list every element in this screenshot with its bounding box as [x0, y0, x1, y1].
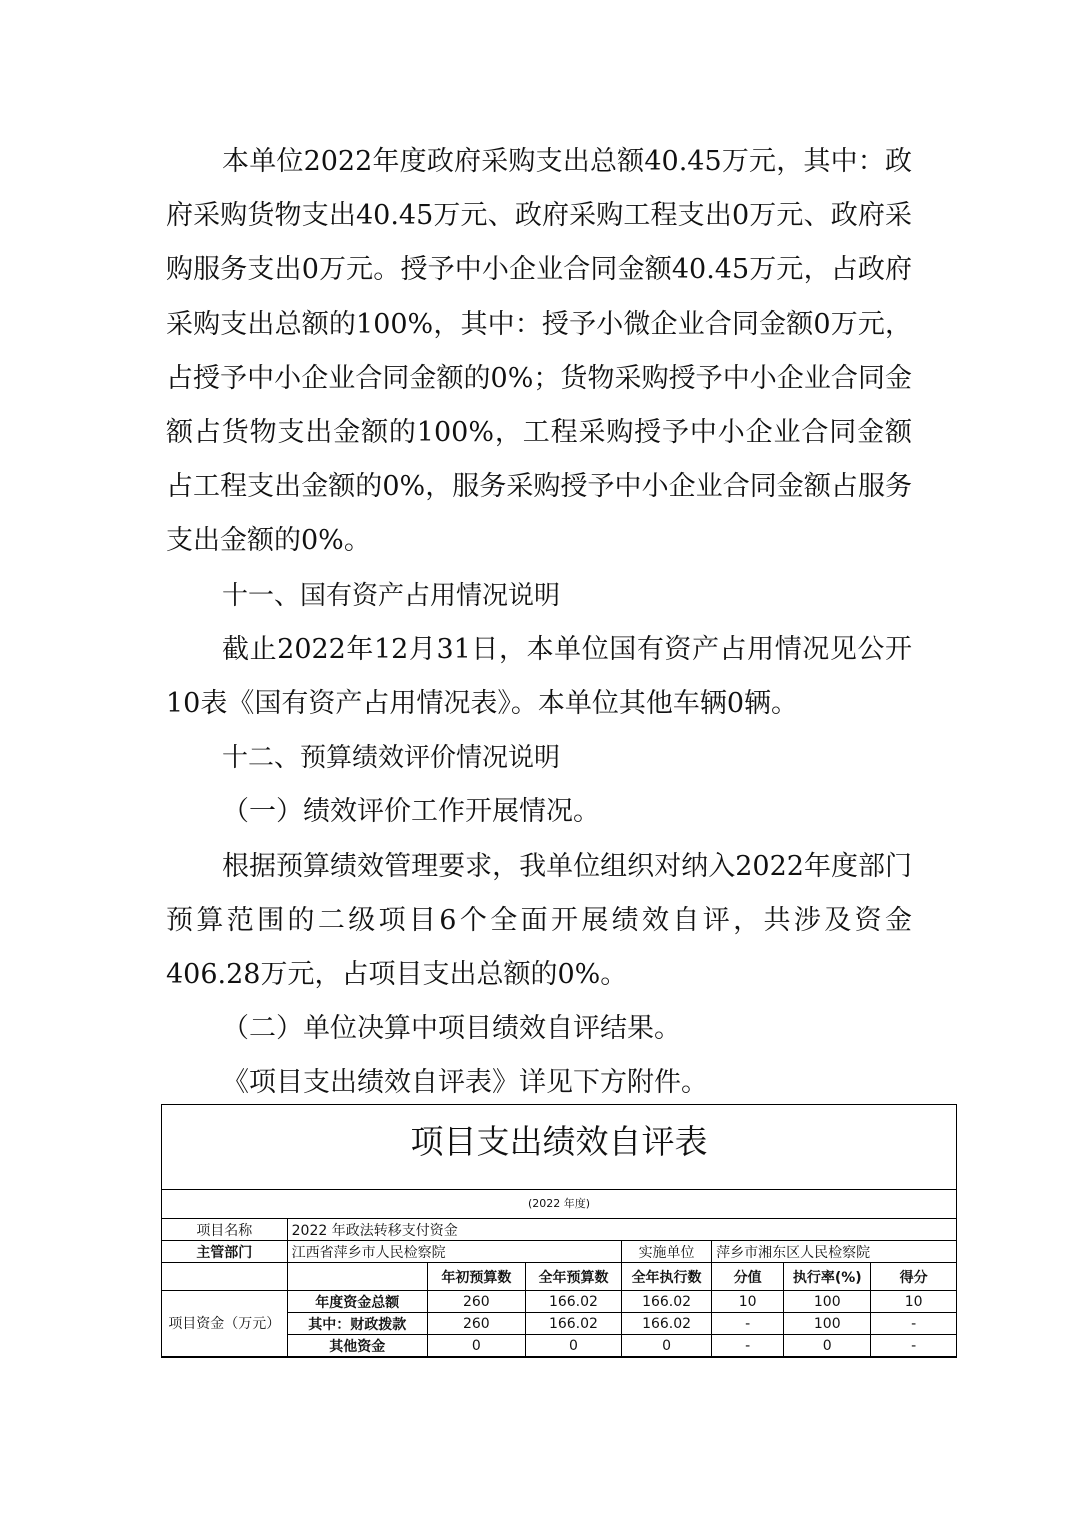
cell: 260 [427, 1313, 525, 1335]
form-table [162, 1219, 956, 1357]
project-name-label: 项目名称 [162, 1219, 287, 1241]
header-blank [287, 1263, 427, 1291]
cell: 0 [525, 1335, 621, 1357]
impl-label: 实施单位 [622, 1241, 712, 1263]
subsection-2-heading: （二）单位决算中项目绩效自评结果。 [222, 1013, 681, 1045]
cell: 166.02 [525, 1291, 621, 1313]
section-12-heading: 十二、预算绩效评价情况说明 [222, 743, 561, 774]
subsection-1-paragraph: 根据预算绩效管理要求，我单位组织对纳入2022年度部门预算范围的二级项目6个全面开展绩效自评，共涉及资金406.28万元，占项目支出总额的0%。 [166, 850, 912, 991]
row-label: 其他资金 [287, 1335, 427, 1357]
cell: 0 [427, 1335, 525, 1357]
header-annual-budget: 全年预算数 [525, 1263, 621, 1291]
cell: 10 [871, 1291, 956, 1313]
subsection-2-paragraph: 《项目支出绩效自评表》详见下方附件。 [222, 1067, 708, 1099]
project-name-row [162, 1219, 956, 1241]
dept-label: 主管部门 [162, 1241, 287, 1263]
column-header-row [162, 1263, 956, 1291]
cell: 260 [427, 1291, 525, 1313]
cell: - [712, 1313, 784, 1335]
dept-value: 江西省萍乡市人民检察院 [287, 1241, 621, 1263]
project-name-value: 2022 年政法转移支付资金 [287, 1219, 956, 1241]
row-label: 年度资金总额 [287, 1291, 427, 1313]
cell: 166.02 [622, 1291, 712, 1313]
cell: 0 [622, 1335, 712, 1357]
header-score: 得分 [871, 1263, 956, 1291]
header-initial-budget: 年初预算数 [427, 1263, 525, 1291]
document-body [166, 135, 912, 1111]
header-execution-rate: 执行率(%) [784, 1263, 871, 1291]
section-11-heading: 十一、国有资产占用情况说明 [222, 580, 561, 611]
cell: - [871, 1335, 956, 1357]
cell: 0 [784, 1335, 871, 1357]
table-row [162, 1291, 956, 1313]
section-11-paragraph: 截止2022年12月31日，本单位国有资产占用情况见公开10表《国有资产占用情况表》。本单位其他车辆0辆。 [166, 633, 912, 720]
procurement-paragraph: 本单位2022年度政府采购支出总额40.45万元，其中：政府采购货物支出40.45万元、政府采购工程支出0万元、政府采购服务支出0万元。授予中小企业合同金额40.45万元，占政府采购支出总额的100%，其中：授予小微企业合同金额0万元，占授予中小企业合同金额的0%；货物采购授予中小企业合同金额占货物支出金额的100%，工程采购授予中小企业合同金额占工程支出金额的0%，服务采购授予中小企业合同金额占服务支出金额的0%。 [166, 146, 912, 557]
cell: 166.02 [622, 1313, 712, 1335]
cell: - [871, 1313, 956, 1335]
header-score-weight: 分值 [712, 1263, 784, 1291]
cell: 166.02 [525, 1313, 621, 1335]
cell: 10 [712, 1291, 784, 1313]
form-title: 项目支出绩效自评表 [162, 1105, 956, 1190]
performance-evaluation-form [161, 1104, 957, 1358]
funds-label: 项目资金（万元） [162, 1291, 287, 1357]
cell: 100 [784, 1313, 871, 1335]
department-row [162, 1241, 956, 1263]
header-annual-execution: 全年执行数 [622, 1263, 712, 1291]
form-year: (2022 年度) [162, 1190, 956, 1219]
impl-value: 萍乡市湘东区人民检察院 [712, 1241, 956, 1263]
header-blank [162, 1263, 287, 1291]
cell: 100 [784, 1291, 871, 1313]
row-label: 其中：财政拨款 [287, 1313, 427, 1335]
subsection-1-heading: （一）绩效评价工作开展情况。 [222, 796, 600, 828]
cell: - [712, 1335, 784, 1357]
